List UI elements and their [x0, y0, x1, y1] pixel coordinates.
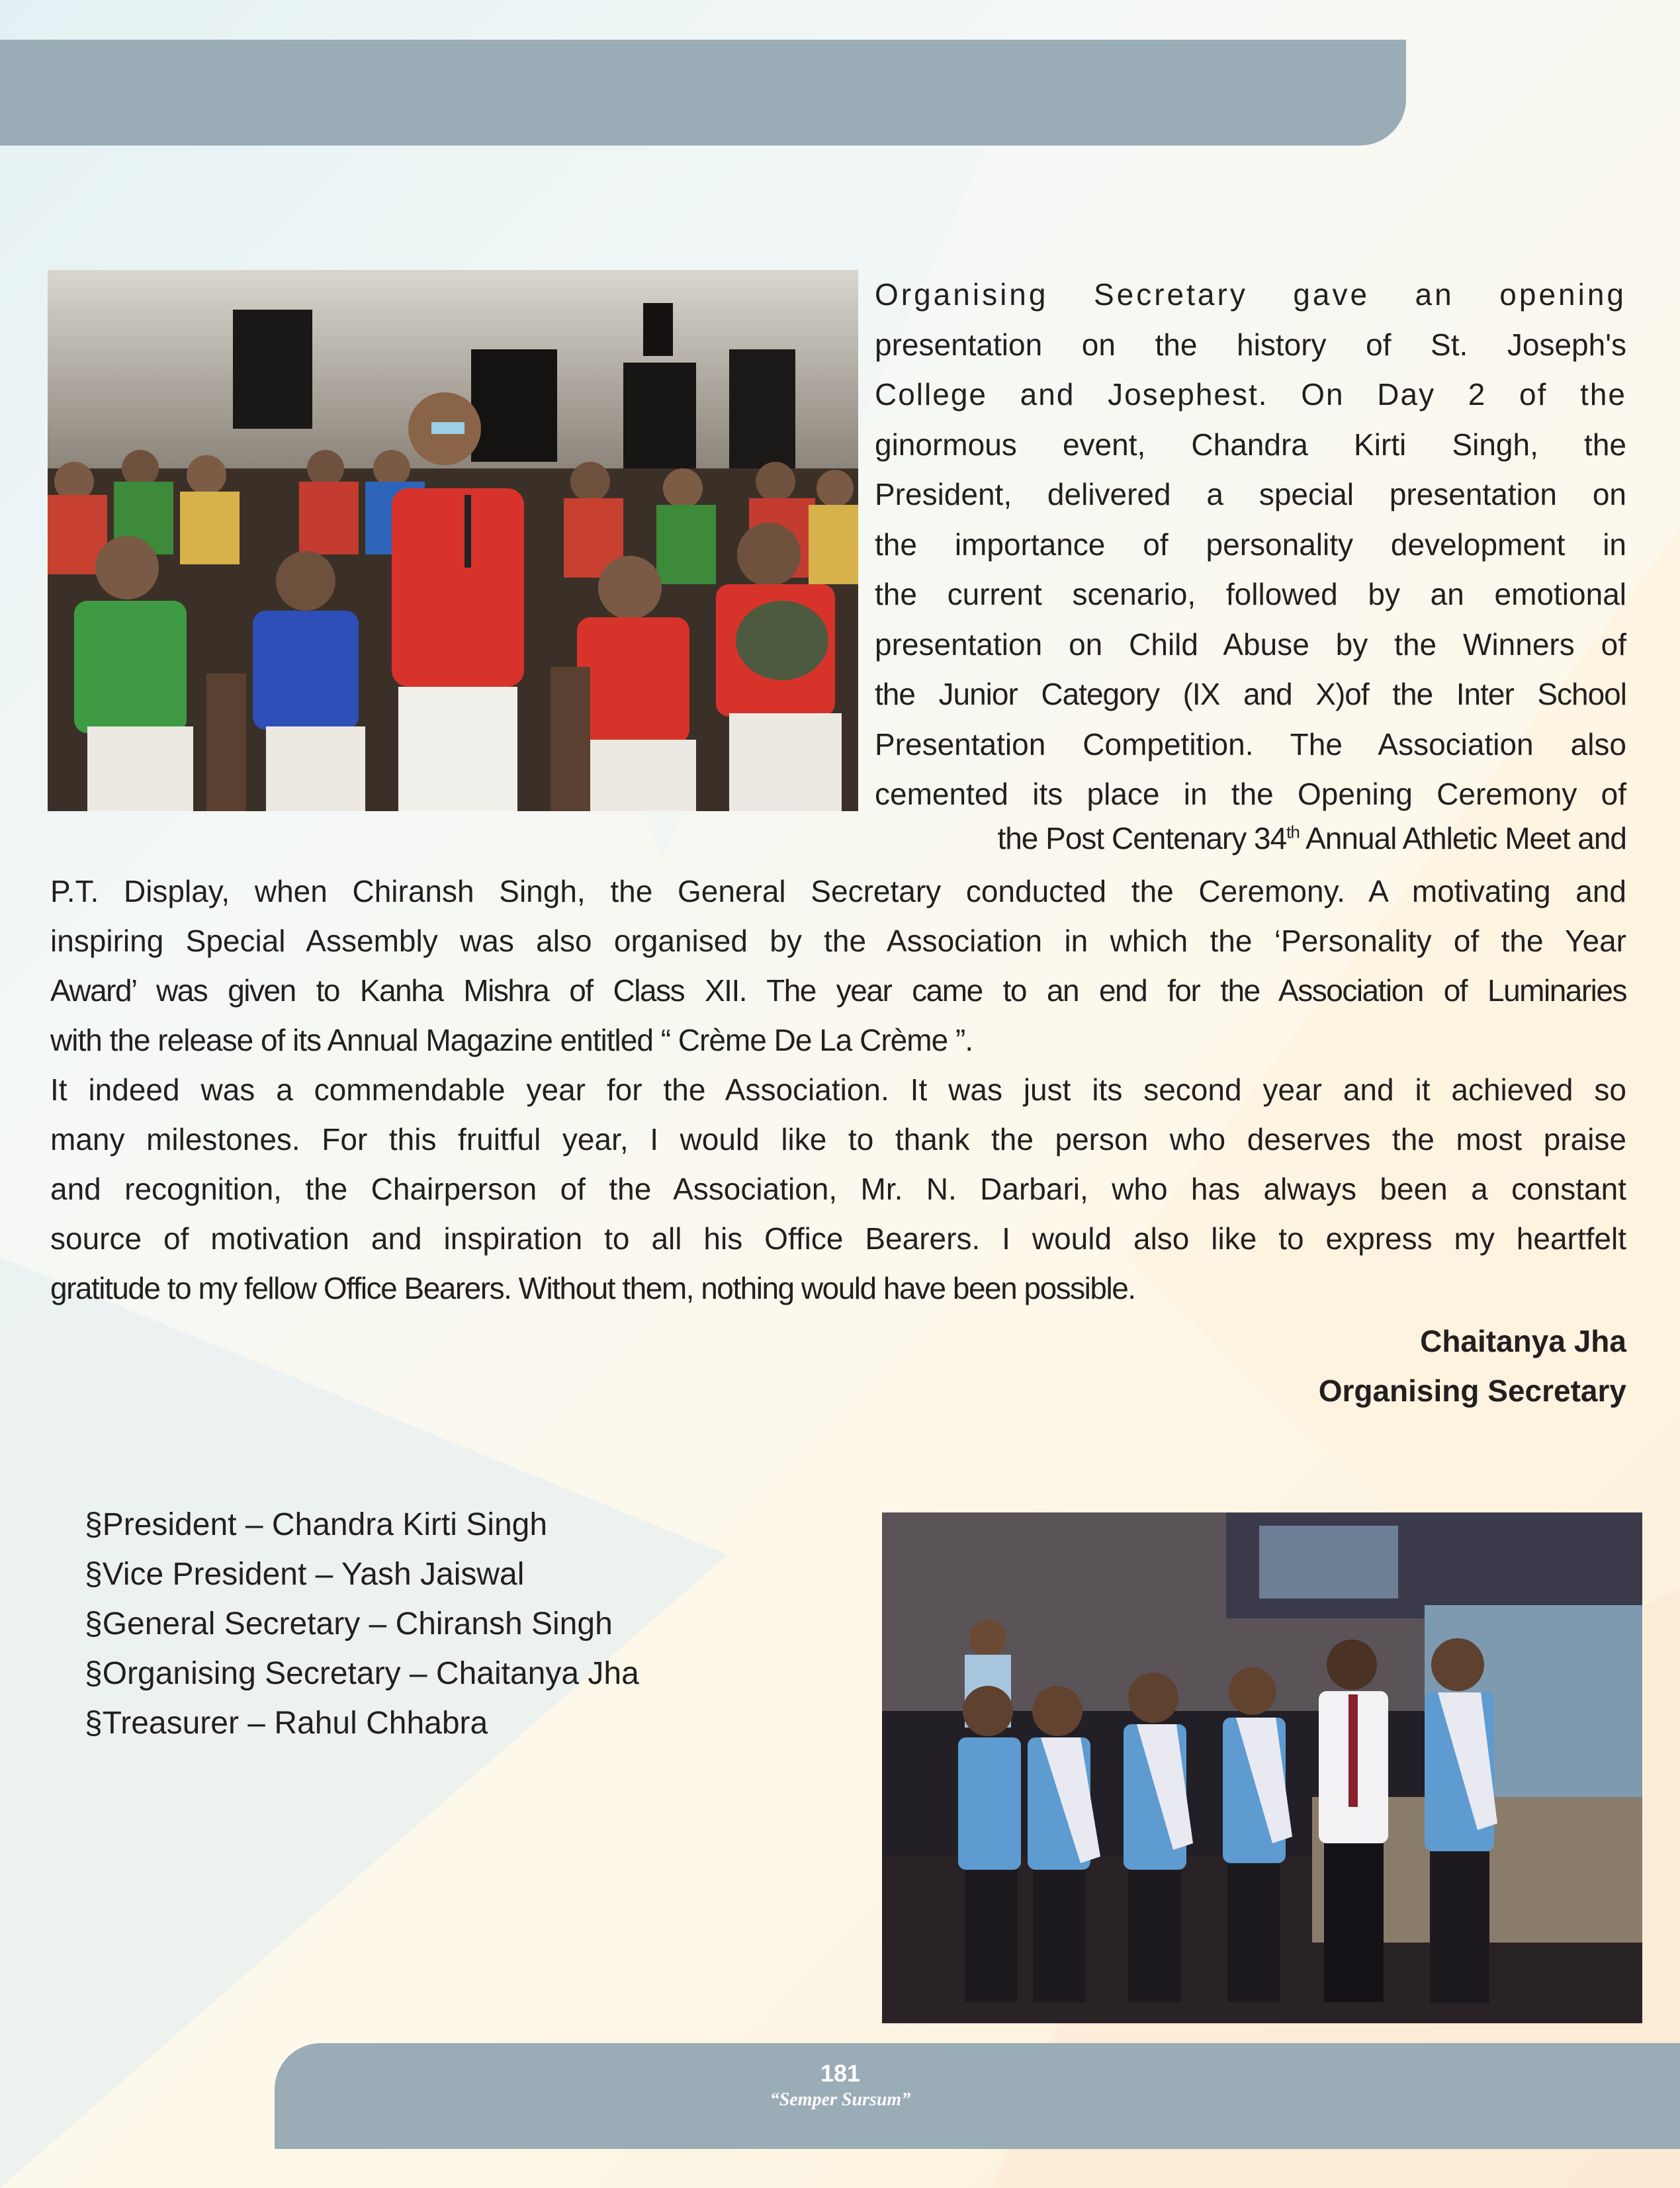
paragraph-line: It indeed was a commendable year for the Association. It was just its second year and it achieved so [50, 1072, 1626, 1107]
paragraph-line: the current scenario, followed by an emotional [875, 577, 1626, 611]
paragraph-line: cemented its place in the Opening Ceremony of [875, 777, 1626, 811]
motto-text: “Semper Sursum” [770, 2089, 911, 2110]
page-number: 181 [820, 2060, 861, 2087]
paragraph-line: presentation on Child Abuse by the Winners of [875, 627, 1626, 662]
footer-bar [275, 2043, 1680, 2149]
auditorium-speaker-photo [48, 270, 858, 811]
paragraph-line: gratitude to my fellow Office Bearers. Without them, nothing would have been possible. [50, 1271, 1135, 1305]
paragraph-line: President, delivered a special presentation on [875, 477, 1626, 511]
paragraph-line: College and Josephest. On Day 2 of the [875, 377, 1626, 412]
paragraph-line: Organising Secretary gave an opening [875, 277, 1626, 312]
paragraph-line: presentation on the history of St. Joseph's [875, 327, 1626, 362]
paragraph-line: P.T. Display, when Chiransh Singh, the General Secretary conducted the Ceremony. A motivating and [50, 874, 1626, 908]
list-item: §Organising Secretary – Chaitanya Jha [85, 1656, 639, 1691]
paragraph-line: with the release of its Annual Magazine entitled “ Crème De La Crème ”. [50, 1023, 973, 1057]
signature-title: Organising Secretary [1318, 1374, 1626, 1408]
list-item: §Vice President – Yash Jaiswal [85, 1557, 525, 1592]
main-paragraph [50, 867, 1626, 1313]
office-bearers-list [85, 1500, 813, 1748]
superscript: th [1286, 822, 1300, 842]
line-text: Annual Athletic Meet and [1299, 821, 1626, 855]
paragraph-line: Presentation Competition. The Association also [875, 726, 1626, 762]
paragraph-line: many milestones. For this fruitful year, I would like to thank the person who deserves the most praise [50, 1122, 1626, 1157]
list-item: §Treasurer – Rahul Chhabra [85, 1706, 488, 1741]
paragraph-line: inspiring Special Assembly was also organised by the Association in which the ‘Personality of the Year [50, 924, 1626, 958]
paragraph-line: source of motivation and inspiration to all his Office Bearers. I would also like to express my heartfelt [50, 1221, 1626, 1256]
signature-name: Chaitanya Jha [1420, 1324, 1626, 1358]
opening-paragraph [875, 270, 1626, 820]
office-bearers-group-photo [882, 1512, 1642, 2023]
line-text: the Post Centenary 34 [997, 821, 1287, 855]
paragraph-line: and recognition, the Chairperson of the Association, Mr. N. Darbari, who has always been a constant [50, 1172, 1626, 1206]
paragraph-line: the importance of personality development in [875, 527, 1626, 562]
header-bar [0, 40, 1406, 146]
list-item: §President – Chandra Kirti Singh [85, 1507, 548, 1542]
paragraph-line: the Junior Category (IX and X)of the Inter School [875, 677, 1626, 711]
paragraph-line: ginormous event, Chandra Kirti Singh, the [875, 427, 1626, 462]
list-item: §General Secretary – Chiransh Singh [85, 1606, 613, 1641]
paragraph-line: Award’ was given to Kanha Mishra of Class XII. The year came to an end for the Association of Luminaries [50, 973, 1626, 1008]
paragraph-line-athletic-meet [835, 820, 1626, 856]
